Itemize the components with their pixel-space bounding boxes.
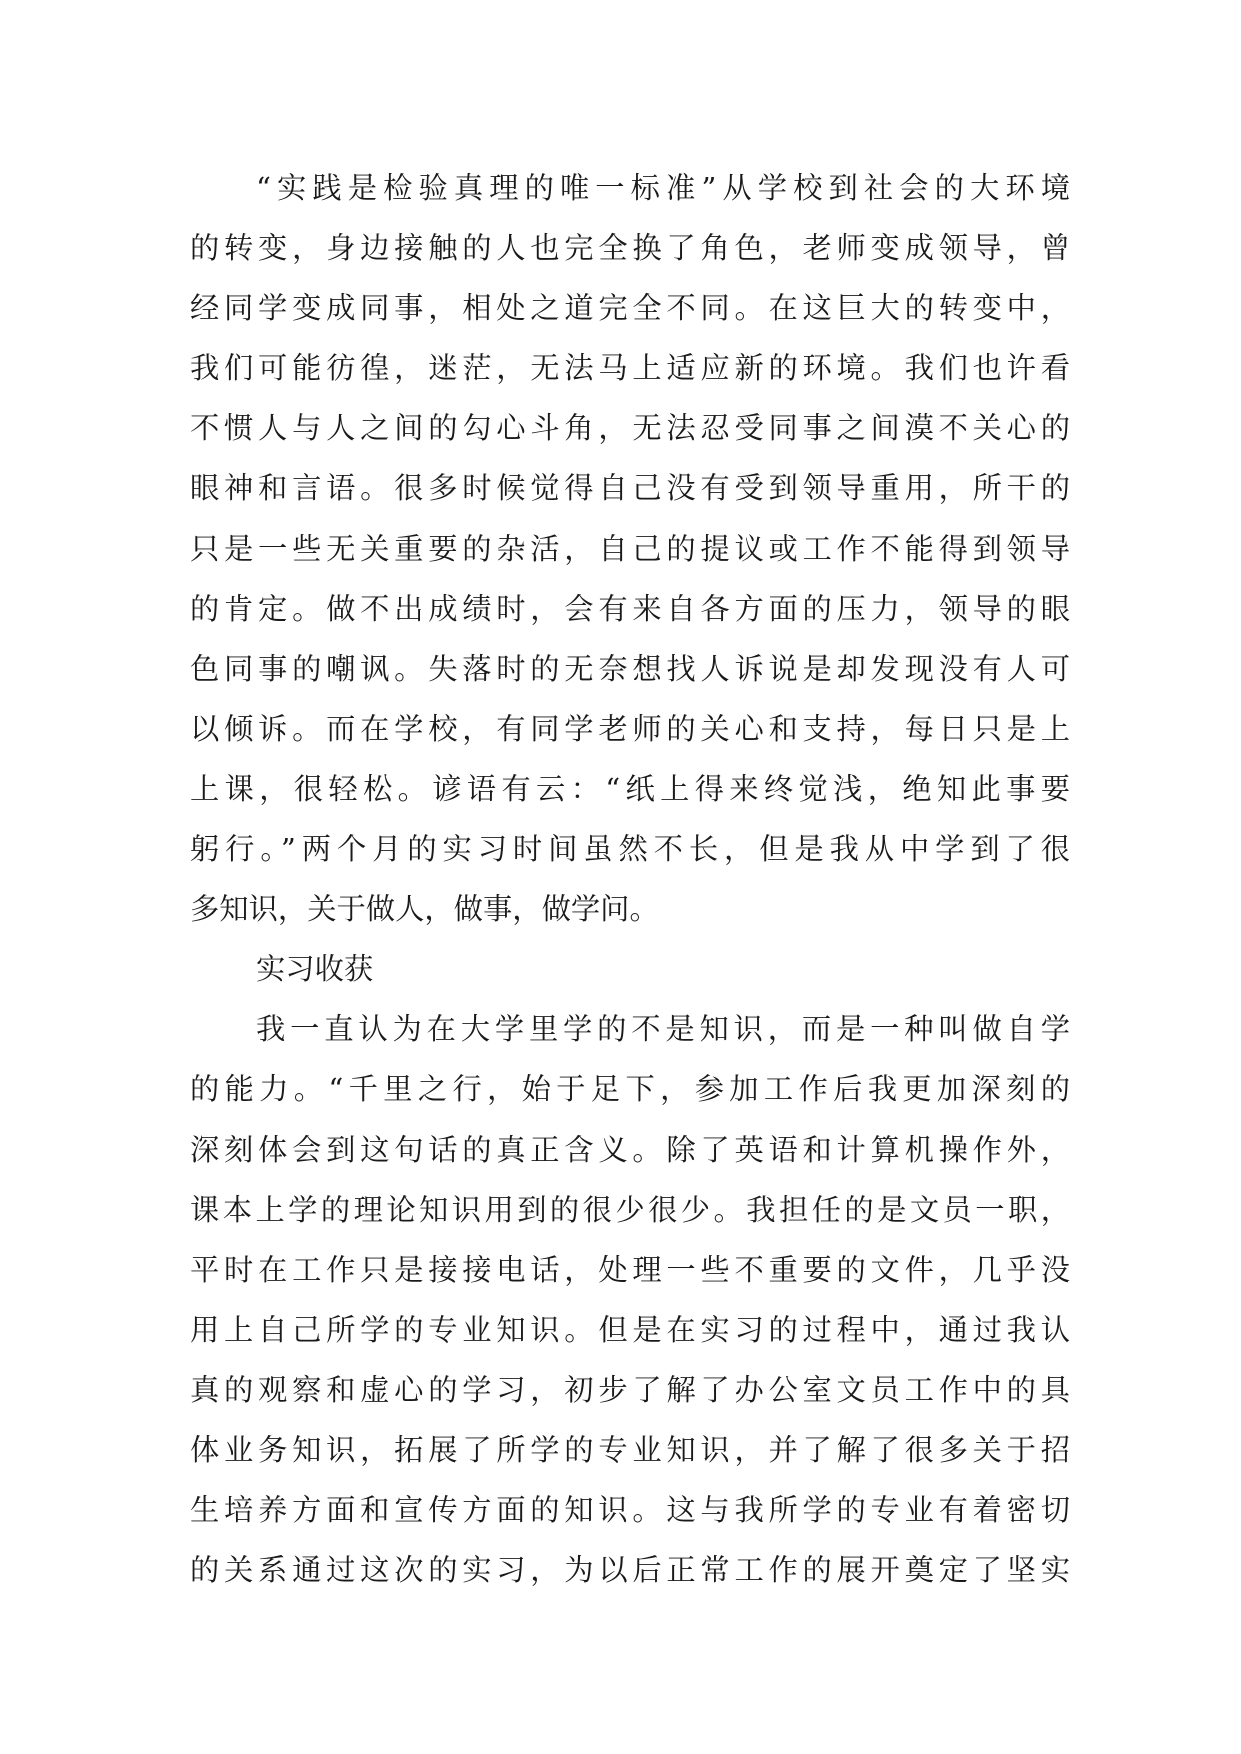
- section-heading: 实习收获: [256, 952, 374, 987]
- paragraph-line: 的关系通过这次的实习，为以后正常工作的展开奠定了坚实: [190, 1553, 1070, 1588]
- body-text: [190, 158, 1070, 1600]
- paragraph-line: 经同学变成同事，相处之道完全不同。在这巨大的转变中，: [190, 291, 1070, 326]
- paragraph-line: “实践是检验真理的唯一标准”从学校到社会的大环境: [256, 171, 1070, 205]
- paragraph-line: 眼神和言语。很多时候觉得自己没有受到领导重用，所干的: [190, 471, 1070, 506]
- paragraph-line: 的能力。“千里之行，始于足下，参加工作后我更加深刻的: [190, 1072, 1070, 1107]
- paragraph-line: 深刻体会到这句话的真正含义。除了英语和计算机操作外，: [190, 1132, 1070, 1167]
- paragraph-line: 真的观察和虚心的学习，初步了解了办公室文员工作中的具: [190, 1372, 1070, 1407]
- paragraph-line: 的转变，身边接触的人也完全换了角色，老师变成领导，曾: [190, 231, 1070, 266]
- paragraph-line: 只是一些无关重要的杂活，自己的提议或工作不能得到领导: [190, 531, 1070, 566]
- paragraph-line: 躬行。”两个月的实习时间虽然不长，但是我从中学到了很: [190, 832, 1070, 867]
- paragraph-line: 体业务知识，拓展了所学的专业知识，并了解了很多关于招: [190, 1432, 1070, 1467]
- paragraph-line: 色同事的嘲讽。失落时的无奈想找人诉说是却发现没有人可: [190, 651, 1070, 686]
- paragraph-line: 的肯定。做不出成绩时，会有来自各方面的压力，领导的眼: [190, 591, 1070, 626]
- paragraph-line: 生培养方面和宣传方面的知识。这与我所学的专业有着密切: [190, 1493, 1070, 1528]
- paragraph-line: 不惯人与人之间的勾心斗角，无法忍受同事之间漠不关心的: [190, 411, 1070, 446]
- paragraph-line: 用上自己所学的专业知识。但是在实习的过程中，通过我认: [190, 1312, 1070, 1347]
- paragraph-line: 课本上学的理论知识用到的很少很少。我担任的是文员一职，: [190, 1192, 1070, 1227]
- paragraph-line: 上课，很轻松。谚语有云：“纸上得来终觉浅，绝知此事要: [190, 771, 1070, 806]
- paragraph-line: 平时在工作只是接接电话，处理一些不重要的文件，几乎没: [190, 1252, 1070, 1287]
- paragraph-line: 我一直认为在大学里学的不是知识，而是一种叫做自学: [256, 1012, 1070, 1047]
- paragraph-line: 我们可能彷徨，迷茫，无法马上适应新的环境。我们也许看: [190, 351, 1070, 386]
- paragraph-line: 多知识，关于做人，做事，做学问。: [190, 892, 659, 927]
- paragraph-line: 以倾诉。而在学校，有同学老师的关心和支持，每日只是上: [190, 711, 1070, 746]
